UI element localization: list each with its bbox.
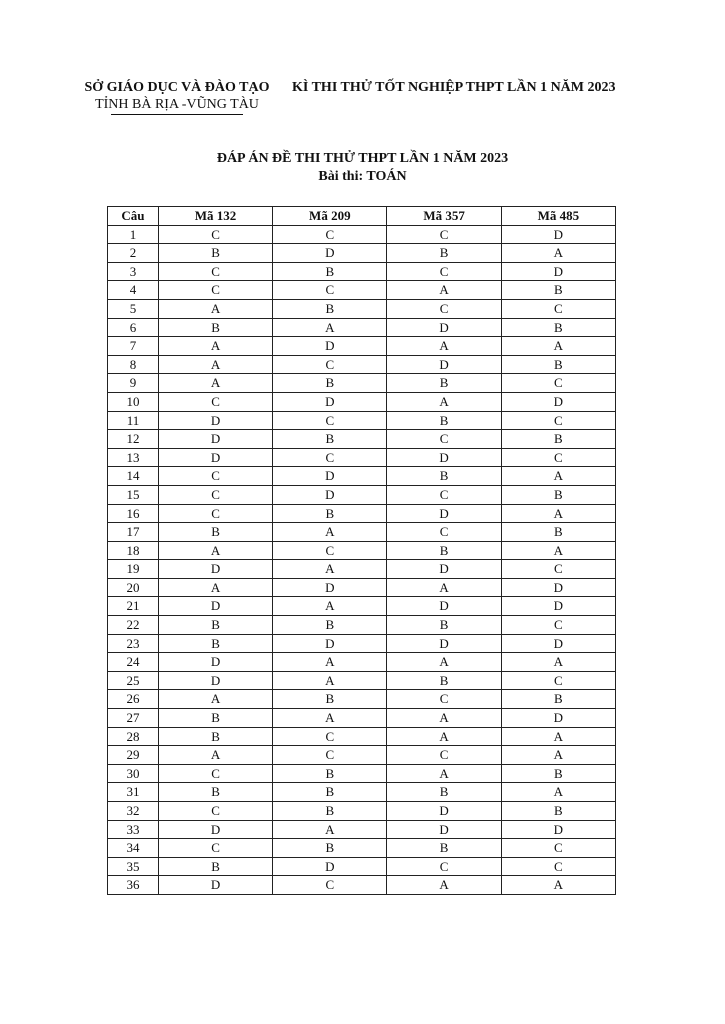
answer-code-485: C xyxy=(501,411,615,430)
answer-code-132: B xyxy=(158,616,272,635)
answer-code-209: A xyxy=(273,709,387,728)
answer-code-357: D xyxy=(387,318,501,337)
answer-code-132: B xyxy=(158,634,272,653)
answer-code-485: A xyxy=(501,727,615,746)
question-number: 26 xyxy=(108,690,159,709)
answer-code-485: A xyxy=(501,337,615,356)
issuing-authority xyxy=(62,80,292,115)
answer-code-357: C xyxy=(387,485,501,504)
answer-code-357: C xyxy=(387,523,501,542)
answer-code-132: D xyxy=(158,876,272,895)
answer-code-209: B xyxy=(273,374,387,393)
table-row xyxy=(108,876,616,895)
answer-code-209: C xyxy=(273,541,387,560)
question-number: 33 xyxy=(108,820,159,839)
answer-code-209: D xyxy=(273,857,387,876)
table-row xyxy=(108,355,616,374)
answer-code-209: B xyxy=(273,802,387,821)
answer-code-209: B xyxy=(273,764,387,783)
answer-code-485: B xyxy=(501,523,615,542)
answer-code-357: D xyxy=(387,802,501,821)
answer-code-132: A xyxy=(158,746,272,765)
answer-code-209: C xyxy=(273,448,387,467)
answer-code-132: B xyxy=(158,783,272,802)
answer-code-357: D xyxy=(387,560,501,579)
answer-code-132: B xyxy=(158,709,272,728)
answer-code-357: A xyxy=(387,281,501,300)
province-name: TỈNH BÀ RỊA -VŨNG TÀU xyxy=(95,97,259,112)
table-row xyxy=(108,225,616,244)
table-row xyxy=(108,337,616,356)
answer-code-357: B xyxy=(387,616,501,635)
table-row xyxy=(108,653,616,672)
answer-code-485: D xyxy=(501,392,615,411)
question-number: 30 xyxy=(108,764,159,783)
table-row xyxy=(108,671,616,690)
answer-code-485: C xyxy=(501,857,615,876)
table-row xyxy=(108,634,616,653)
answer-code-357: B xyxy=(387,783,501,802)
answer-code-132: D xyxy=(158,448,272,467)
table-row xyxy=(108,523,616,542)
answer-code-132: C xyxy=(158,485,272,504)
answer-code-357: A xyxy=(387,727,501,746)
answer-code-132: B xyxy=(158,318,272,337)
answer-code-209: A xyxy=(273,318,387,337)
answer-code-132: B xyxy=(158,523,272,542)
question-number: 15 xyxy=(108,485,159,504)
answer-code-485: A xyxy=(501,504,615,523)
answer-code-209: C xyxy=(273,281,387,300)
answer-code-132: B xyxy=(158,244,272,263)
answer-code-209: C xyxy=(273,411,387,430)
table-row xyxy=(108,467,616,486)
answer-code-132: C xyxy=(158,467,272,486)
answer-code-209: B xyxy=(273,616,387,635)
table-row xyxy=(108,411,616,430)
question-number: 2 xyxy=(108,244,159,263)
header-question: Câu xyxy=(108,207,159,226)
answer-code-209: C xyxy=(273,355,387,374)
answer-code-209: C xyxy=(273,727,387,746)
answer-code-209: D xyxy=(273,337,387,356)
question-number: 12 xyxy=(108,430,159,449)
table-row xyxy=(108,281,616,300)
table-row xyxy=(108,578,616,597)
table-row xyxy=(108,504,616,523)
question-number: 14 xyxy=(108,467,159,486)
question-number: 20 xyxy=(108,578,159,597)
answer-code-357: C xyxy=(387,430,501,449)
table-row xyxy=(108,318,616,337)
answer-code-357: C xyxy=(387,746,501,765)
answer-code-357: C xyxy=(387,225,501,244)
question-number: 7 xyxy=(108,337,159,356)
answer-code-132: C xyxy=(158,839,272,858)
answer-code-357: B xyxy=(387,374,501,393)
table-row xyxy=(108,746,616,765)
answer-code-132: C xyxy=(158,504,272,523)
answer-code-132: C xyxy=(158,764,272,783)
answer-code-357: D xyxy=(387,448,501,467)
table-row xyxy=(108,839,616,858)
table-row xyxy=(108,299,616,318)
answer-code-357: B xyxy=(387,244,501,263)
question-number: 28 xyxy=(108,727,159,746)
answer-code-132: C xyxy=(158,392,272,411)
answer-code-485: A xyxy=(501,244,615,263)
answer-code-357: D xyxy=(387,634,501,653)
question-number: 24 xyxy=(108,653,159,672)
question-number: 32 xyxy=(108,802,159,821)
question-number: 3 xyxy=(108,262,159,281)
answer-code-485: A xyxy=(501,541,615,560)
answer-code-357: B xyxy=(387,839,501,858)
table-row xyxy=(108,541,616,560)
table-row xyxy=(108,616,616,635)
answer-code-485: B xyxy=(501,485,615,504)
question-number: 16 xyxy=(108,504,159,523)
answer-code-357: C xyxy=(387,262,501,281)
answer-code-209: D xyxy=(273,392,387,411)
table-row xyxy=(108,392,616,411)
question-number: 18 xyxy=(108,541,159,560)
question-number: 19 xyxy=(108,560,159,579)
question-number: 29 xyxy=(108,746,159,765)
header-code-485: Mã 485 xyxy=(501,207,615,226)
answer-code-209: C xyxy=(273,225,387,244)
answer-code-132: C xyxy=(158,281,272,300)
header-code-132: Mã 132 xyxy=(158,207,272,226)
answer-code-209: B xyxy=(273,839,387,858)
table-row xyxy=(108,374,616,393)
answer-code-485: D xyxy=(501,709,615,728)
question-number: 17 xyxy=(108,523,159,542)
answer-code-485: A xyxy=(501,783,615,802)
answer-code-485: D xyxy=(501,634,615,653)
answer-code-209: B xyxy=(273,299,387,318)
answer-code-132: D xyxy=(158,820,272,839)
table-row xyxy=(108,820,616,839)
answer-code-357: D xyxy=(387,597,501,616)
table-row xyxy=(108,244,616,263)
answer-code-209: C xyxy=(273,746,387,765)
answer-code-485: C xyxy=(501,839,615,858)
answer-code-485: D xyxy=(501,578,615,597)
answer-code-357: C xyxy=(387,857,501,876)
answer-code-132: A xyxy=(158,299,272,318)
answer-code-209: B xyxy=(273,783,387,802)
table-row xyxy=(108,783,616,802)
answer-code-209: A xyxy=(273,523,387,542)
question-number: 8 xyxy=(108,355,159,374)
answer-code-485: D xyxy=(501,820,615,839)
answer-code-357: A xyxy=(387,337,501,356)
question-number: 21 xyxy=(108,597,159,616)
answer-code-209: A xyxy=(273,820,387,839)
exam-title: KÌ THI THỬ TỐT NGHIỆP THPT LẦN 1 NĂM 2023 xyxy=(292,80,616,95)
answer-code-132: C xyxy=(158,802,272,821)
answer-code-485: B xyxy=(501,430,615,449)
answer-code-132: A xyxy=(158,690,272,709)
answer-code-132: A xyxy=(158,355,272,374)
answer-code-357: C xyxy=(387,690,501,709)
answer-code-132: A xyxy=(158,541,272,560)
answer-code-132: C xyxy=(158,225,272,244)
question-number: 5 xyxy=(108,299,159,318)
answer-code-209: A xyxy=(273,597,387,616)
answer-code-132: D xyxy=(158,671,272,690)
department-name: SỞ GIÁO DỤC VÀ ĐÀO TẠO xyxy=(84,80,270,95)
answer-code-357: B xyxy=(387,671,501,690)
table-row xyxy=(108,727,616,746)
answer-code-485: B xyxy=(501,318,615,337)
question-number: 35 xyxy=(108,857,159,876)
answer-code-485: D xyxy=(501,225,615,244)
answer-code-485: B xyxy=(501,802,615,821)
answer-code-209: D xyxy=(273,578,387,597)
table-row xyxy=(108,857,616,876)
answer-code-132: B xyxy=(158,857,272,876)
answer-code-132: D xyxy=(158,430,272,449)
answer-code-209: D xyxy=(273,244,387,263)
question-number: 10 xyxy=(108,392,159,411)
answer-code-132: B xyxy=(158,727,272,746)
answer-code-132: A xyxy=(158,337,272,356)
question-number: 36 xyxy=(108,876,159,895)
header-code-357: Mã 357 xyxy=(387,207,501,226)
question-number: 22 xyxy=(108,616,159,635)
answer-code-357: B xyxy=(387,411,501,430)
answer-code-485: C xyxy=(501,616,615,635)
answer-code-209: C xyxy=(273,876,387,895)
answer-code-357: C xyxy=(387,299,501,318)
answer-code-485: C xyxy=(501,299,615,318)
answer-code-209: A xyxy=(273,653,387,672)
answer-code-485: C xyxy=(501,448,615,467)
table-row xyxy=(108,448,616,467)
question-number: 11 xyxy=(108,411,159,430)
question-number: 34 xyxy=(108,839,159,858)
table-row xyxy=(108,802,616,821)
question-number: 1 xyxy=(108,225,159,244)
table-row xyxy=(108,430,616,449)
answer-code-485: A xyxy=(501,467,615,486)
answer-code-357: B xyxy=(387,541,501,560)
question-number: 27 xyxy=(108,709,159,728)
question-number: 23 xyxy=(108,634,159,653)
answer-code-485: A xyxy=(501,876,615,895)
answer-code-357: D xyxy=(387,355,501,374)
answer-code-485: D xyxy=(501,597,615,616)
question-number: 31 xyxy=(108,783,159,802)
answer-code-485: A xyxy=(501,653,615,672)
answer-code-132: A xyxy=(158,374,272,393)
answer-code-357: A xyxy=(387,709,501,728)
answer-code-209: A xyxy=(273,671,387,690)
table-row xyxy=(108,764,616,783)
table-header-row xyxy=(108,207,616,226)
answer-key-table xyxy=(107,206,616,895)
answer-code-132: D xyxy=(158,411,272,430)
answer-code-209: D xyxy=(273,467,387,486)
document-subtitle: Bài thi: TOÁN xyxy=(318,169,407,184)
answer-code-209: B xyxy=(273,690,387,709)
answer-code-485: C xyxy=(501,560,615,579)
answer-code-485: B xyxy=(501,690,615,709)
answer-code-209: D xyxy=(273,485,387,504)
table-row xyxy=(108,262,616,281)
answer-code-132: D xyxy=(158,560,272,579)
table-row xyxy=(108,485,616,504)
answer-code-132: D xyxy=(158,653,272,672)
answer-code-485: B xyxy=(501,764,615,783)
table-row xyxy=(108,597,616,616)
answer-code-357: A xyxy=(387,876,501,895)
answer-code-209: B xyxy=(273,504,387,523)
header-underline xyxy=(111,114,243,115)
question-number: 6 xyxy=(108,318,159,337)
answer-code-132: D xyxy=(158,597,272,616)
answer-code-485: B xyxy=(501,355,615,374)
answer-code-357: A xyxy=(387,578,501,597)
question-number: 9 xyxy=(108,374,159,393)
answer-code-485: A xyxy=(501,746,615,765)
table-row xyxy=(108,560,616,579)
answer-code-132: C xyxy=(158,262,272,281)
answer-code-209: D xyxy=(273,634,387,653)
answer-code-357: D xyxy=(387,820,501,839)
answer-code-357: B xyxy=(387,467,501,486)
answer-code-132: A xyxy=(158,578,272,597)
table-body xyxy=(108,225,616,894)
answer-code-485: B xyxy=(501,281,615,300)
answer-code-485: C xyxy=(501,374,615,393)
question-number: 13 xyxy=(108,448,159,467)
answer-code-357: A xyxy=(387,764,501,783)
answer-code-485: D xyxy=(501,262,615,281)
header-code-209: Mã 209 xyxy=(273,207,387,226)
answer-code-357: D xyxy=(387,504,501,523)
question-number: 4 xyxy=(108,281,159,300)
answer-code-209: B xyxy=(273,262,387,281)
document-title: ĐÁP ÁN ĐỀ THI THỬ THPT LẦN 1 NĂM 2023 xyxy=(216,151,509,166)
answer-code-209: B xyxy=(273,430,387,449)
question-number: 25 xyxy=(108,671,159,690)
table-row xyxy=(108,690,616,709)
answer-code-485: C xyxy=(501,671,615,690)
answer-code-357: A xyxy=(387,653,501,672)
answer-code-357: A xyxy=(387,392,501,411)
table-row xyxy=(108,709,616,728)
answer-code-209: A xyxy=(273,560,387,579)
